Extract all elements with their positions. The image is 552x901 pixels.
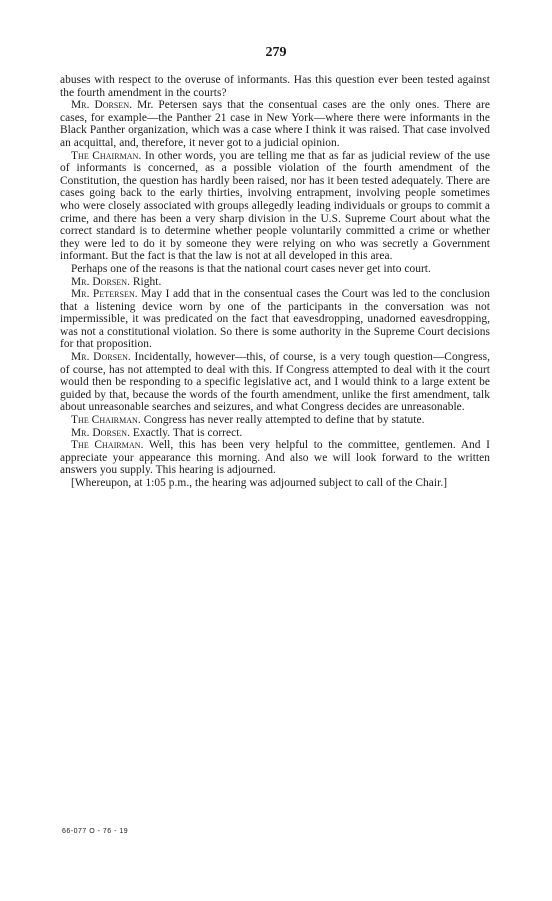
paragraph	[60, 439, 490, 477]
paragraph	[60, 427, 490, 440]
paragraph-text: In other words, you are telling me that as far as judicial review of the use of informants is concerned, as a possible violation of the fourth amendment of the Constitution, the question has hardly been raised, nor has it been tested adequately. There are cases going back to the early thirties, involving entrapment, involving people sometimes who were closely associated with groups allegedly leading individuals or groups to commit a crime, and there has been a very sharp division in the U.S. Supreme Court about what the correct standard is to determine whether people voluntarily committed a crime or whether they were led to do it by someone they were relying on who was secretly a Government informant. But the fact is that the law is not at all developed in this area.	[60, 149, 490, 263]
body-text	[60, 74, 490, 490]
paragraph	[60, 99, 490, 149]
print-code-footer: 66-077 O - 76 - 19	[62, 828, 129, 835]
paragraph	[60, 276, 490, 289]
page-number: 279	[265, 45, 287, 60]
paragraph-text: [Whereupon, at 1:05 p.m., the hearing was adjourned subject to call of the Chair.]	[71, 477, 448, 489]
paragraph-text: Well, this has been very helpful to the committee, gentlemen. And I appreciate your appearance this morning. And also we will look forward to the written answers you supply. This hearing is adjourned.	[60, 439, 490, 477]
paragraph	[60, 263, 490, 276]
paragraph-text: Incidentally, however—this, of course, is a very tough question—Congress, of course, has not attempted to deal with this. If Congress attempted to deal with it the court would then be responding to a specific legislative act, and I would think to a large extent be guided by that, because the words of the fourth amendment, unlike the first amendment, talk about unreasonable searches and seizures, and what Congress decides are unreasonable.	[60, 351, 490, 414]
paragraph-text: May I add that in the consentual cases the Court was led to the conclusion that a listening device worn by one of the participants in the conversation was not impermissible, it was predicated on the fact that eavesdropping, unadorned eavesdropping, was not a constitutional violation. So there is some authority in the Supreme Court decisions for that proposition.	[60, 288, 490, 351]
paragraph	[60, 351, 490, 414]
paragraph-text: abuses with respect to the overuse of informants. Has this question ever been tested against the fourth amendment in the courts?	[60, 74, 490, 99]
speaker-name: Mr. Petersen.	[71, 288, 138, 301]
speaker-name: Mr. Dorsen.	[71, 351, 131, 364]
paragraph-text: Exactly. That is correct.	[130, 426, 243, 439]
paragraph	[60, 414, 490, 427]
speaker-name: The Chairman.	[71, 414, 141, 427]
speaker-name: The Chairman.	[71, 439, 144, 452]
paragraph-text: Perhaps one of the reasons is that the national court cases never get into court.	[71, 262, 431, 275]
speaker-name: Mr. Dorsen.	[71, 275, 131, 288]
paragraph-text: Mr. Petersen says that the consentual cases are the only ones. There are cases, for example—the Panther 21 case in New York—where there were informants in the Black Panther organization, which was a case where I think it was raised. That case involved an acquittal, and, therefore, it never got to a judicial opinion.	[60, 99, 490, 149]
speaker-name: Mr. Dorsen.	[71, 99, 133, 112]
paragraph-text: Right.	[130, 275, 162, 288]
speaker-name: Mr. Dorsen.	[71, 426, 131, 439]
paragraph	[60, 74, 490, 99]
paragraph	[60, 477, 490, 490]
paragraph-text: Congress has never really attempted to define that by statute.	[140, 414, 425, 427]
speaker-name: The Chairman.	[71, 149, 142, 162]
paragraph	[60, 288, 490, 351]
paragraph	[60, 150, 490, 263]
